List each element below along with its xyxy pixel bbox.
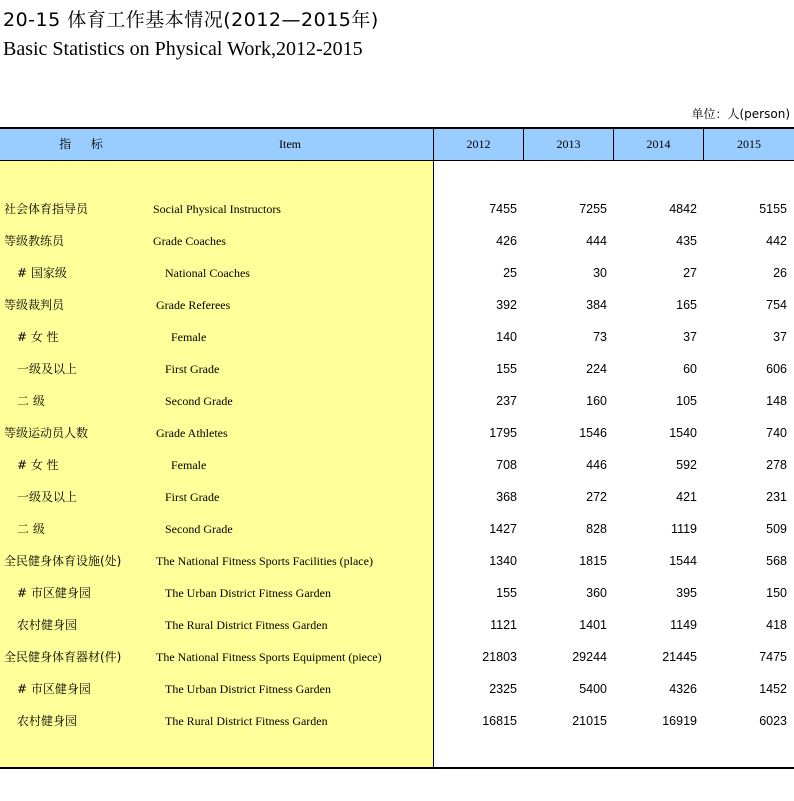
row-label-chinese: 全民健身体育器材(件) bbox=[4, 650, 122, 664]
value-cell-2015: 7475 bbox=[759, 650, 787, 664]
row-label-english: The National Fitness Sports Equipment (piece) bbox=[156, 650, 382, 664]
value-cell-2015: 606 bbox=[766, 362, 787, 376]
table-row bbox=[0, 385, 794, 417]
table-row bbox=[0, 513, 794, 545]
value-cell-2013: 5400 bbox=[579, 682, 607, 696]
value-cell-2015: 754 bbox=[766, 298, 787, 312]
row-label-chinese: 二 级 bbox=[17, 522, 45, 536]
value-cell-2015: 231 bbox=[766, 490, 787, 504]
value-cell-2012: 426 bbox=[496, 234, 517, 248]
row-label-chinese: 一级及以上 bbox=[17, 490, 78, 504]
table-row bbox=[0, 449, 794, 481]
value-cell-2013: 272 bbox=[586, 490, 607, 504]
value-cell-2013: 7255 bbox=[579, 202, 607, 216]
value-cell-2013: 1546 bbox=[579, 426, 607, 440]
table-row bbox=[0, 641, 794, 673]
value-cell-2015: 509 bbox=[766, 522, 787, 536]
unit-label: 单位：人(person) bbox=[691, 107, 790, 121]
row-label-english: Grade Referees bbox=[156, 298, 231, 312]
table-row bbox=[0, 193, 794, 225]
value-cell-2013: 29244 bbox=[572, 650, 607, 664]
value-cell-2014: 395 bbox=[676, 586, 697, 600]
value-cell-2014: 421 bbox=[676, 490, 697, 504]
value-cell-2012: 1121 bbox=[490, 618, 517, 632]
table-bottom-rule bbox=[0, 767, 794, 769]
value-cell-2015: 148 bbox=[766, 394, 787, 408]
value-cell-2012: 7455 bbox=[489, 202, 517, 216]
value-cell-2013: 1815 bbox=[579, 554, 607, 568]
row-label-chinese: 一级及以上 bbox=[17, 362, 78, 376]
table-row bbox=[0, 673, 794, 705]
row-label-english: The Rural District Fitness Garden bbox=[165, 714, 328, 728]
value-cell-2014: 1119 bbox=[671, 522, 697, 536]
value-cell-2014: 4326 bbox=[669, 682, 697, 696]
value-cell-2015: 418 bbox=[766, 618, 787, 632]
value-cell-2014: 165 bbox=[676, 298, 697, 312]
row-label-english: The Urban District Fitness Garden bbox=[165, 586, 331, 600]
value-cell-2015: 26 bbox=[773, 266, 787, 280]
row-label-english: Second Grade bbox=[165, 522, 233, 536]
value-cell-2013: 73 bbox=[593, 330, 607, 344]
header-year-2014: 2014 bbox=[646, 137, 671, 151]
row-label-english: First Grade bbox=[165, 362, 220, 376]
value-cell-2015: 442 bbox=[766, 234, 787, 248]
value-cell-2012: 140 bbox=[496, 330, 517, 344]
header-year-2013: 2013 bbox=[556, 137, 581, 151]
row-label-english: Female bbox=[171, 458, 207, 472]
row-label-english: National Coaches bbox=[165, 266, 250, 280]
value-cell-2014: 21445 bbox=[662, 650, 697, 664]
row-label-chinese: 农村健身园 bbox=[17, 714, 78, 728]
value-cell-2014: 37 bbox=[683, 330, 697, 344]
value-cell-2015: 740 bbox=[766, 426, 787, 440]
header-year-2015: 2015 bbox=[737, 137, 761, 151]
value-cell-2015: 5155 bbox=[759, 202, 787, 216]
value-cell-2014: 1540 bbox=[669, 426, 697, 440]
value-cell-2014: 1544 bbox=[669, 554, 697, 568]
value-cell-2013: 160 bbox=[586, 394, 607, 408]
table-row bbox=[0, 417, 794, 449]
value-cell-2013: 446 bbox=[586, 458, 607, 472]
table-row bbox=[0, 545, 794, 577]
row-label-chinese: 二 级 bbox=[17, 394, 45, 408]
value-cell-2014: 16919 bbox=[662, 714, 697, 728]
page-title-english: Basic Statistics on Physical Work,2012-2015 bbox=[3, 38, 363, 60]
row-label-chinese: 等级教练员 bbox=[4, 234, 65, 248]
row-label-chinese: # 国家级 bbox=[17, 266, 67, 280]
row-label-english: The Urban District Fitness Garden bbox=[165, 682, 331, 696]
value-cell-2012: 16815 bbox=[482, 714, 517, 728]
value-cell-2012: 708 bbox=[496, 458, 517, 472]
table-row bbox=[0, 353, 794, 385]
value-cell-2014: 60 bbox=[683, 362, 697, 376]
row-label-chinese: 等级裁判员 bbox=[4, 298, 65, 312]
row-label-chinese: 等级运动员人数 bbox=[4, 426, 89, 440]
table-row bbox=[0, 481, 794, 513]
value-cell-2013: 224 bbox=[586, 362, 607, 376]
value-cell-2012: 368 bbox=[496, 490, 517, 504]
table-row bbox=[0, 577, 794, 609]
value-cell-2012: 1340 bbox=[489, 554, 517, 568]
header-indicator: 指 标 bbox=[59, 137, 111, 151]
row-label-chinese: 农村健身园 bbox=[17, 618, 78, 632]
value-cell-2013: 384 bbox=[586, 298, 607, 312]
value-cell-2015: 37 bbox=[773, 330, 787, 344]
value-cell-2013: 444 bbox=[586, 234, 607, 248]
value-cell-2013: 1401 bbox=[579, 618, 607, 632]
value-cell-2012: 25 bbox=[503, 266, 517, 280]
value-cell-2012: 237 bbox=[496, 394, 517, 408]
value-cell-2015: 278 bbox=[766, 458, 787, 472]
row-label-english: Social Physical Instructors bbox=[153, 202, 281, 216]
row-label-english: Female bbox=[171, 330, 207, 344]
row-label-chinese: # 女 性 bbox=[17, 458, 59, 472]
value-cell-2013: 828 bbox=[586, 522, 607, 536]
row-label-english: First Grade bbox=[165, 490, 220, 504]
value-cell-2012: 2325 bbox=[489, 682, 517, 696]
value-cell-2012: 155 bbox=[496, 362, 517, 376]
row-label-english: Grade Athletes bbox=[156, 426, 228, 440]
value-cell-2014: 435 bbox=[676, 234, 697, 248]
value-cell-2014: 27 bbox=[683, 266, 697, 280]
table-row bbox=[0, 609, 794, 641]
value-cell-2014: 4842 bbox=[669, 202, 697, 216]
value-cell-2015: 6023 bbox=[759, 714, 787, 728]
value-cell-2012: 21803 bbox=[482, 650, 517, 664]
value-cell-2015: 1452 bbox=[759, 682, 787, 696]
row-label-chinese: 全民健身体育设施(处) bbox=[4, 554, 122, 568]
row-label-chinese: # 市区健身园 bbox=[17, 682, 91, 696]
value-cell-2014: 1149 bbox=[670, 618, 697, 632]
header-item: Item bbox=[279, 137, 301, 151]
row-label-chinese: 社会体育指导员 bbox=[4, 202, 89, 216]
table-row bbox=[0, 225, 794, 257]
page-title-chinese: 20-15 体育工作基本情况(2012—2015年) bbox=[3, 9, 379, 31]
value-cell-2012: 155 bbox=[496, 586, 517, 600]
value-cell-2015: 568 bbox=[766, 554, 787, 568]
row-label-chinese: # 女 性 bbox=[17, 330, 59, 344]
value-cell-2012: 1795 bbox=[489, 426, 517, 440]
value-cell-2015: 150 bbox=[766, 586, 787, 600]
value-cell-2014: 105 bbox=[676, 394, 697, 408]
table-row bbox=[0, 705, 794, 737]
table-row bbox=[0, 257, 794, 289]
value-cell-2013: 30 bbox=[593, 266, 607, 280]
header-year-2012: 2012 bbox=[466, 137, 491, 151]
value-cell-2012: 392 bbox=[496, 298, 517, 312]
value-cell-2013: 21015 bbox=[572, 714, 607, 728]
value-cell-2014: 592 bbox=[676, 458, 697, 472]
table-row bbox=[0, 289, 794, 321]
row-label-chinese: # 市区健身园 bbox=[17, 586, 91, 600]
table-header-rule bbox=[0, 160, 794, 161]
row-label-english: The Rural District Fitness Garden bbox=[165, 618, 328, 632]
row-label-english: Second Grade bbox=[165, 394, 233, 408]
value-cell-2012: 1427 bbox=[489, 522, 517, 536]
table-row bbox=[0, 321, 794, 353]
row-label-english: Grade Coaches bbox=[153, 234, 226, 248]
row-label-english: The National Fitness Sports Facilities (place) bbox=[156, 554, 373, 568]
value-cell-2013: 360 bbox=[586, 586, 607, 600]
